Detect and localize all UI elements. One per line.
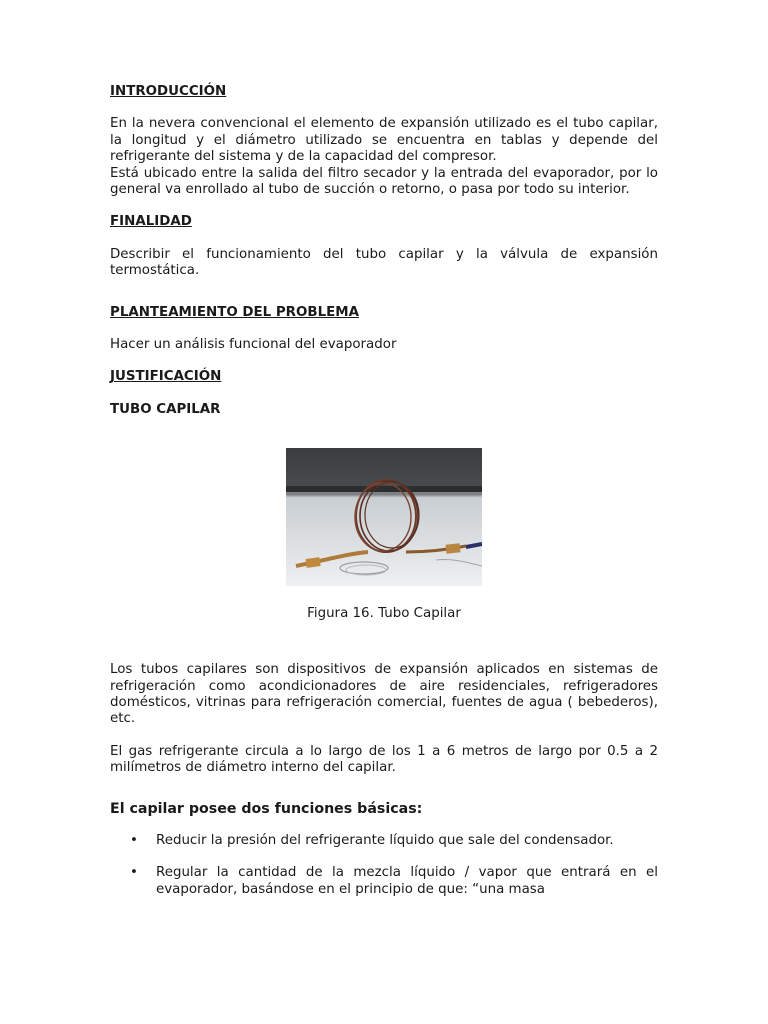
finalidad-paragraph: Describir el funcionamiento del tubo capilar y la válvula de expansión termostática. <box>110 246 658 279</box>
list-item-text: Reducir la presión del refrigerante líquido que sale del condensador. <box>156 832 614 848</box>
body-paragraph-2: El gas refrigerante circula a lo largo de los 1 a 6 metros de largo por 0.5 a 2 milímetros de diámetro interno del capilar. <box>110 743 658 776</box>
body-paragraph-1: Los tubos capilares son dispositivos de expansión aplicados en sistemas de refrigeración como acondicionadores de aire residenciales, refrigeradores domésticos, vitrinas para refrigeración comercial, fuentes de agua ( bebederos), etc. <box>110 662 658 727</box>
capillary-tube-photo <box>286 448 482 586</box>
figure-caption: Figura 16. Tubo Capilar <box>307 605 461 621</box>
list-item <box>110 833 658 849</box>
planteamiento-paragraph: Hacer un análisis funcional del evaporador <box>110 337 397 353</box>
introduccion-paragraph-1: En la nevera convencional el elemento de expansión utilizado es el tubo capilar, la longitud y el diámetro utilizado se encuentra en tablas y depende del refrigerante del sistema y de la capacidad del compresor. <box>110 116 658 165</box>
functions-heading: El capilar posee dos funciones básicas: <box>110 800 423 817</box>
introduccion-paragraph-2: Está ubicado entre la salida del filtro secador y la entrada del evaporador, por lo general va enrollado al tubo de succión o retorno, o pasa por todo su interior. <box>110 165 658 198</box>
planteamiento-heading: PLANTEAMIENTO DEL PROBLEMA <box>110 304 359 320</box>
introduccion-heading: INTRODUCCIÓN <box>110 84 227 99</box>
document-page <box>110 84 658 898</box>
functions-list <box>110 833 658 898</box>
bullet-icon: • <box>130 832 138 848</box>
bullet-icon: • <box>130 865 138 881</box>
list-item-text: Regular la cantidad de la mezcla líquido / vapor que entrará en el evaporador, basándose en el principio de que: “una masa <box>156 865 658 897</box>
justificacion-heading: JUSTIFICACIÓN <box>110 369 222 385</box>
finalidad-heading: FINALIDAD <box>110 214 192 230</box>
tubo-capilar-heading: TUBO CAPILAR <box>110 401 221 417</box>
capillary-tube-illustration <box>286 448 482 586</box>
list-item <box>110 865 658 898</box>
figure <box>110 448 658 622</box>
